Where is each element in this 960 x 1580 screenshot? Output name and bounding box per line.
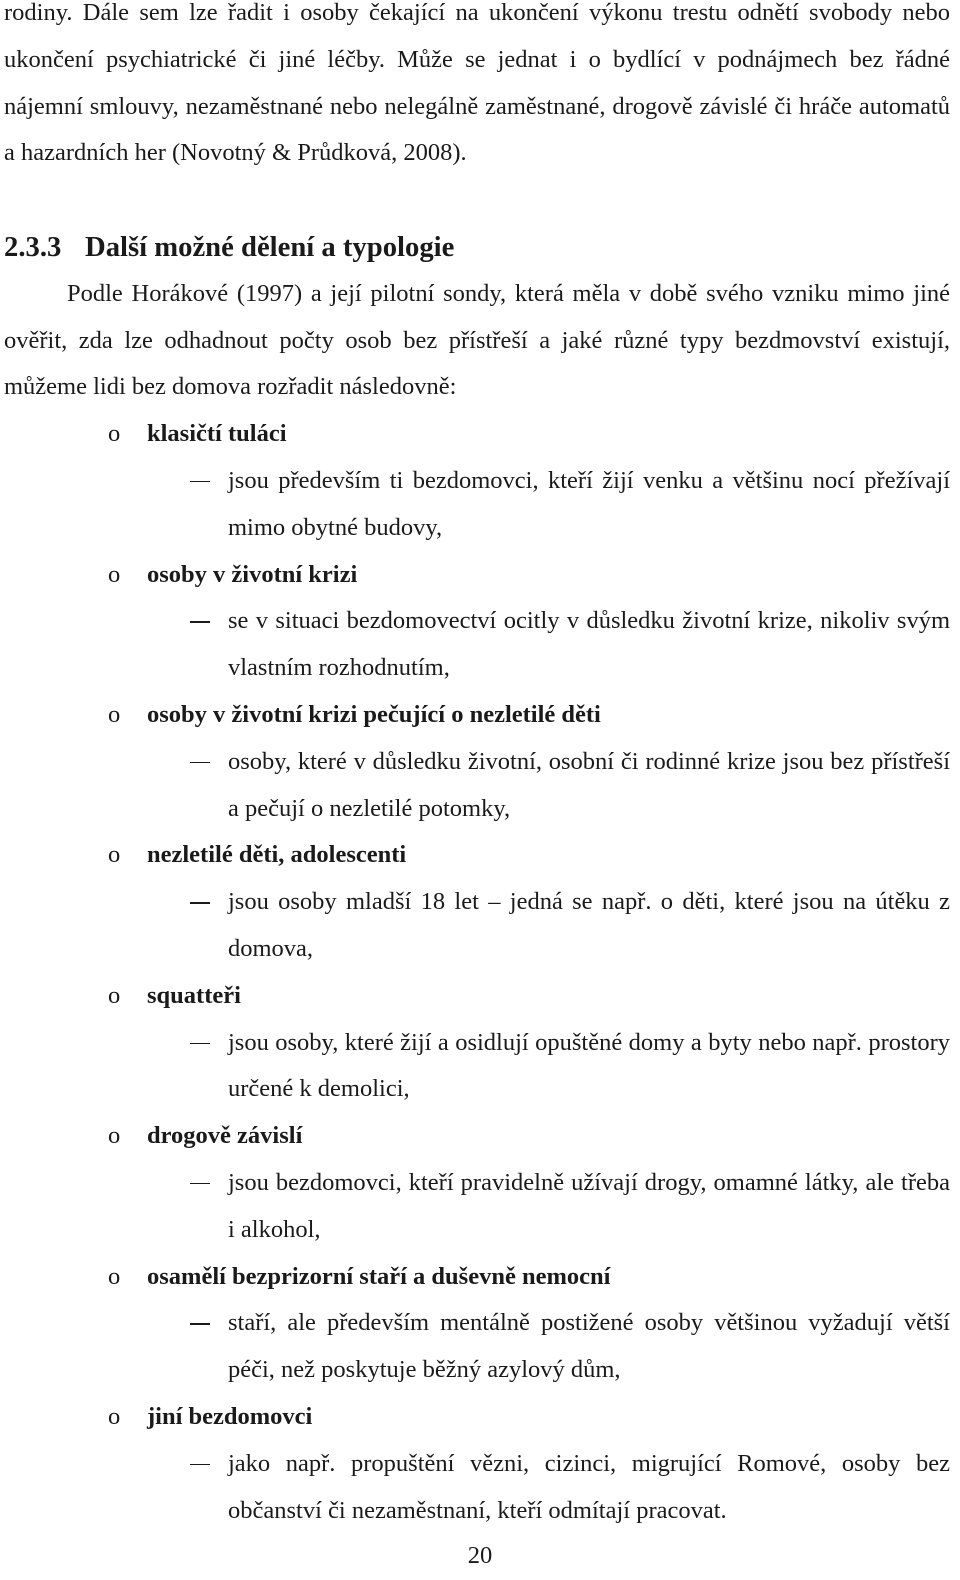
type-description-text: se v situaci bezdomovectví ocitly v důsledku životní krize, nikoliv svým vlastním rozhodnutím, [228, 607, 950, 682]
typology-list [4, 411, 950, 1534]
type-description [4, 739, 950, 833]
type-title [4, 552, 950, 599]
type-description-text: jsou osoby mladší 18 let – jedná se např. o děti, které jsou na útěku z domova, [228, 888, 950, 962]
circle-bullet-icon: o [108, 1262, 121, 1290]
type-title [4, 1394, 950, 1441]
intro-paragraph: rodiny. Dále sem lze řadit i osoby čekající na ukončení výkonu trestu odnětí svobody nebo ukončení psychiatrické či jiné léčby. Může se jednat i o bydlící v podnájmech bez řádné nájemní smlouvy, nezaměstnané nebo nelegálně zaměstnané, drogově závislé či hráče automatů a hazardních her (Novotný & Průdková, 2008). [4, 0, 950, 167]
type-title-text: klasičtí tuláci [147, 420, 287, 448]
type-title-text: squatteři [147, 981, 241, 1009]
list-item [4, 1394, 950, 1534]
list-item [4, 832, 950, 972]
list-item [4, 411, 950, 551]
type-title [4, 1254, 950, 1301]
type-title [4, 692, 950, 739]
list-item [4, 1254, 950, 1394]
page-number: 20 [467, 1542, 493, 1569]
dash-bullet-icon [190, 902, 210, 903]
type-description [4, 879, 950, 973]
type-description [4, 458, 950, 552]
circle-bullet-icon: o [108, 700, 121, 728]
type-description [4, 1300, 950, 1394]
type-title-text: osoby v životní krizi [147, 560, 358, 588]
dash-bullet-icon [190, 621, 210, 622]
type-description-text: staří, ale především mentálně postižené osoby většinou vyžadují větší péči, než poskytuje běžný azylový dům, [228, 1309, 950, 1384]
type-description-text: jsou bezdomovci, kteří pravidelně užívají drogy, omamné látky, ale třeba i alkohol, [228, 1168, 950, 1243]
type-title [4, 1113, 950, 1160]
circle-bullet-icon: o [108, 560, 121, 588]
type-description-text: jako např. propuštění vězni, cizinci, migrující Romové, osoby bez občanství či nezaměstnaní, kteří odmítají pracovat. [228, 1449, 950, 1524]
list-item [4, 552, 950, 692]
circle-bullet-icon: o [108, 841, 121, 869]
type-title-text: osamělí bezprizorní staří a duševně nemocní [147, 1262, 611, 1290]
list-item [4, 1113, 950, 1253]
type-title-text: drogově závislí [147, 1122, 303, 1150]
circle-bullet-icon: o [108, 1402, 121, 1430]
list-item [4, 973, 950, 1113]
dash-bullet-icon [190, 481, 210, 482]
dash-bullet-icon [190, 1043, 210, 1044]
type-title-text: jiní bezdomovci [147, 1402, 313, 1430]
dash-bullet-icon [190, 1323, 210, 1324]
list-item [4, 692, 950, 832]
type-description-text: jsou osoby, které žijí a osidlují opuštěné domy a byty nebo např. prostory určené k demolici, [228, 1028, 950, 1103]
circle-bullet-icon: o [108, 1122, 121, 1150]
type-description [4, 1441, 950, 1535]
circle-bullet-icon: o [108, 420, 121, 448]
type-description [4, 1020, 950, 1114]
dash-bullet-icon [190, 762, 210, 763]
dash-bullet-icon [190, 1464, 210, 1465]
type-description-text: osoby, které v důsledku životní, osobní či rodinné krize jsou bez přístřeší a pečují o nezletilé potomky, [228, 747, 950, 822]
document-page [4, 0, 950, 1534]
circle-bullet-icon: o [108, 981, 121, 1009]
section-heading [4, 224, 950, 271]
type-description [4, 1160, 950, 1254]
type-description [4, 598, 950, 692]
dash-bullet-icon [190, 1183, 210, 1184]
spacer [4, 177, 950, 224]
section-number: 2.3.3 [4, 230, 62, 263]
section-title: Další možné dělení a typologie [85, 230, 455, 263]
type-description-text: jsou především ti bezdomovci, kteří žijí venku a většinu nocí přežívají mimo obytné budovy, [228, 466, 950, 541]
type-title-text: osoby v životní krizi pečující o nezletilé děti [147, 700, 601, 728]
type-title [4, 411, 950, 458]
type-title [4, 973, 950, 1020]
section-paragraph: Podle Horákové (1997) a její pilotní sondy, která měla v době svého vzniku mimo jiné ověřit, zda lze odhadnout počty osob bez přístřeší a jaké různé typy bezdmovství existují, můžeme lidi bez domova rozřadit následovně: [4, 279, 950, 401]
type-title [4, 832, 950, 879]
type-title-text: nezletilé děti, adolescenti [147, 841, 407, 869]
